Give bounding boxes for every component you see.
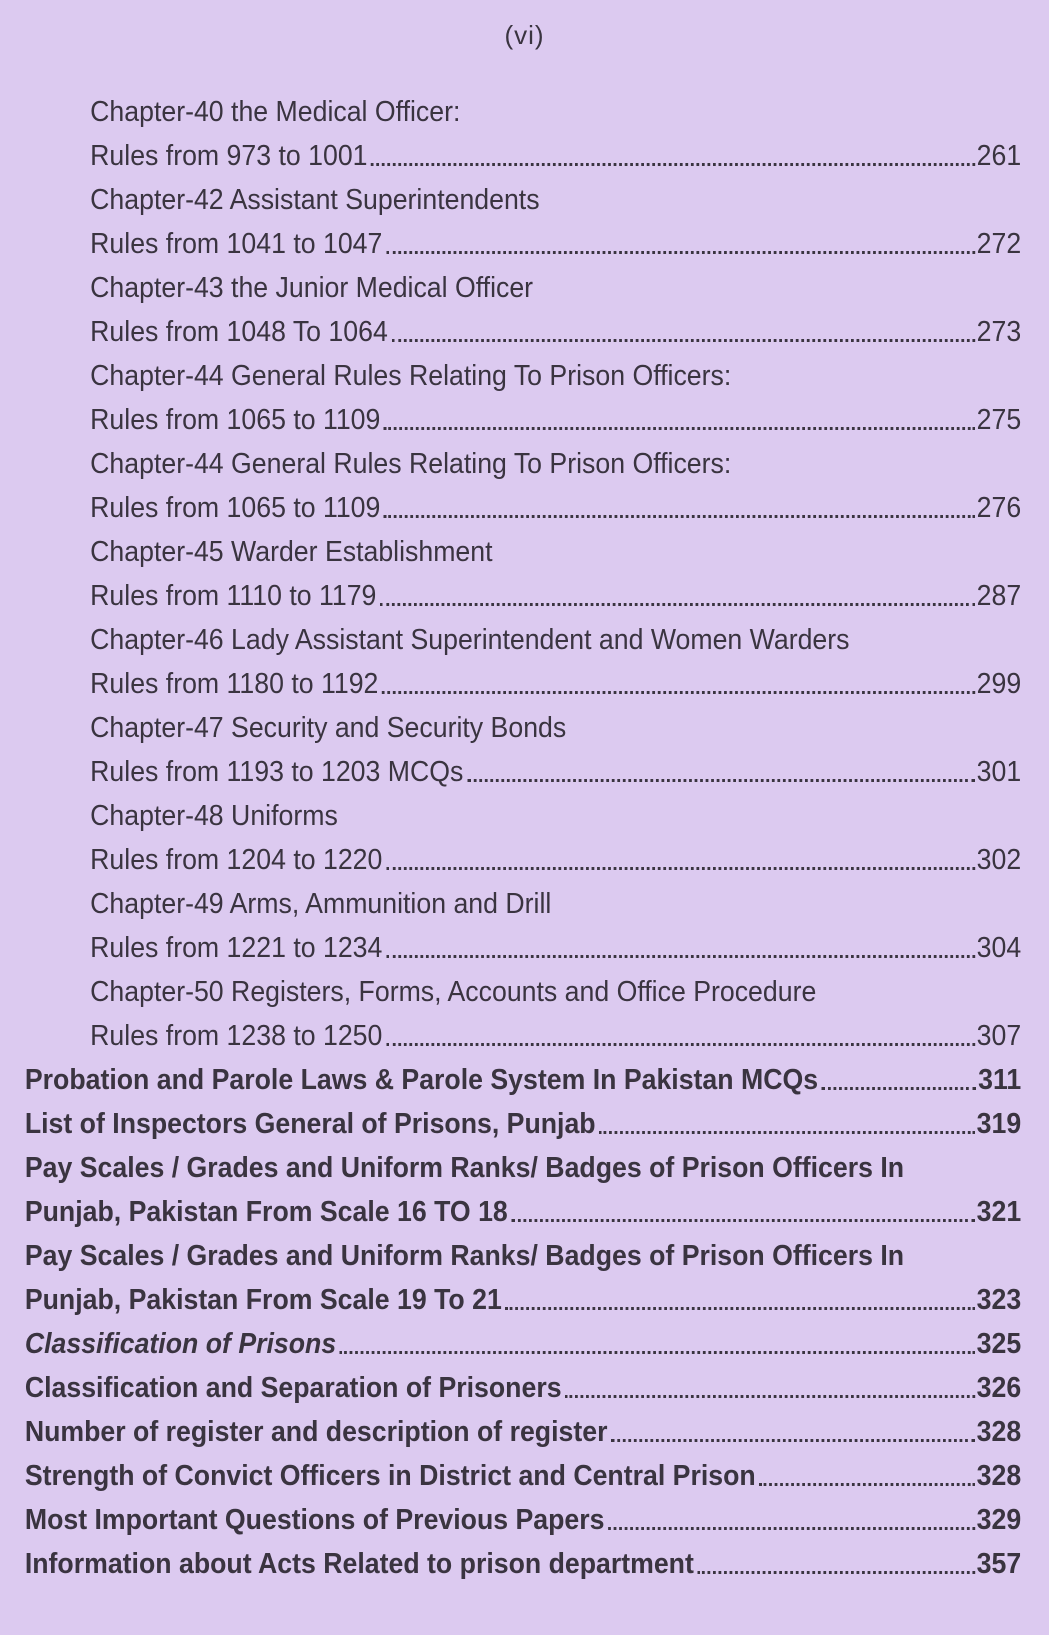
section-line-text: Strength of Convict Officers in District and Central Prison [24,1460,756,1492]
chapter-rules-line [0,398,1021,442]
page-ref: 273 [976,316,1022,348]
dot-leader [386,251,975,254]
dot-leader [608,1527,975,1530]
chapter-rules-line-text: Rules from 1041 to 1047 [90,228,383,260]
chapter-title [0,706,1021,750]
section-line-text: Probation and Parole Laws & Parole System In Pakistan MCQs [24,1064,819,1096]
chapter-rules-line [0,486,1021,530]
dot-leader [599,1131,975,1134]
page-ref: 304 [976,932,1022,964]
chapter-rules-line [0,750,1021,794]
page-ref: 307 [976,1020,1022,1052]
section-line [0,1498,1021,1542]
chapter-rules-line-text: Rules from 1221 to 1234 [90,932,383,964]
chapter-rules-line [0,926,1021,970]
dot-leader [386,1043,975,1046]
section-line [0,1058,1021,1102]
chapter-rules-line [0,838,1021,882]
chapter-rules-line [0,574,1021,618]
page-ref: 261 [976,140,1022,172]
chapter-rules-line-text: Rules from 1110 to 1179 [90,580,377,612]
dot-leader [467,779,975,782]
dot-leader [384,427,975,430]
dot-leader [386,867,975,870]
chapter-title-text: Chapter-46 Lady Assistant Superintendent and Women Warders [90,624,850,656]
page-ref: 319 [976,1108,1022,1140]
chapter-title [0,970,1021,1014]
section-line [0,1366,1021,1410]
chapter-title [0,178,1021,222]
chapter-rules-line-text: Rules from 1238 to 1250 [90,1020,383,1052]
chapter-title-text: Chapter-49 Arms, Ammunition and Drill [90,888,552,920]
page-ref: 321 [976,1196,1022,1228]
section-line-text: List of Inspectors General of Prisons, Punjab [24,1108,596,1140]
page-ref: 276 [976,492,1022,524]
dot-leader [380,603,975,606]
dot-leader [386,955,975,958]
chapter-rules-line [0,134,1021,178]
page-ref: 328 [976,1416,1022,1448]
section-title-text: Pay Scales / Grades and Uniform Ranks/ Badges of Prison Officers In [24,1240,905,1272]
section-line [0,1278,1021,1322]
chapter-title-text: Chapter-44 General Rules Relating To Prison Officers: [90,360,732,392]
section-line [0,1410,1021,1454]
chapter-title [0,618,1021,662]
chapter-title-text: Chapter-45 Warder Establishment [90,536,493,568]
section-line-text: Punjab, Pakistan From Scale 16 TO 18 [24,1196,508,1228]
page-ref: 329 [976,1504,1022,1536]
chapter-title [0,266,1021,310]
dot-leader [822,1087,977,1090]
section-title [0,1146,1021,1190]
dot-leader [611,1439,975,1442]
section-line [0,1454,1021,1498]
chapter-rules-line-text: Rules from 1048 To 1064 [90,316,388,348]
page-ref: 325 [976,1328,1022,1360]
chapter-rules-line-text: Rules from 1065 to 1109 [90,492,381,524]
chapter-rules-line-text: Rules from 1180 to 1192 [90,668,379,700]
page-ref: 272 [976,228,1022,260]
table-of-contents [0,90,1049,1586]
chapter-title [0,882,1021,926]
section-line [0,1322,1021,1366]
chapter-title-text: Chapter-42 Assistant Superintendents [90,184,540,216]
chapter-rules-line-text: Rules from 1065 to 1109 [90,404,381,436]
chapter-title-text: Chapter-47 Security and Security Bonds [90,712,567,744]
chapter-title-text: Chapter-43 the Junior Medical Officer [90,272,534,304]
section-line [0,1542,1021,1586]
chapter-title-text: Chapter-48 Uniforms [90,800,338,832]
page-ref: 301 [976,756,1022,788]
chapter-rules-line-text: Rules from 973 to 1001 [90,140,368,172]
section-line-text: Punjab, Pakistan From Scale 19 To 21 [24,1284,502,1316]
dot-leader [698,1571,975,1574]
section-line [0,1102,1021,1146]
dot-leader [384,515,975,518]
dot-leader [391,339,974,342]
chapter-rules-line [0,662,1021,706]
chapter-title [0,90,1021,134]
page-ref: 326 [976,1372,1022,1404]
chapter-title-text: Chapter-40 the Medical Officer: [90,96,461,128]
page-ref: 357 [976,1548,1022,1580]
dot-leader [759,1483,974,1486]
page-ref: 328 [976,1460,1022,1492]
chapter-title [0,530,1021,574]
section-line [0,1190,1021,1234]
dot-leader [340,1351,975,1354]
section-title-text: Pay Scales / Grades and Uniform Ranks/ Badges of Prison Officers In [24,1152,905,1184]
section-line-text: Classification of Prisons [24,1328,337,1360]
section-title [0,1234,1021,1278]
chapter-rules-line [0,1014,1021,1058]
dot-leader [511,1219,974,1222]
chapter-rules-line [0,310,1021,354]
section-line-text: Information about Acts Related to prison department [24,1548,694,1580]
chapter-title [0,354,1021,398]
section-line-text: Most Important Questions of Previous Papers [24,1504,605,1536]
page-number: (vi) [504,20,545,50]
chapter-rules-line [0,222,1021,266]
dot-leader [371,163,975,166]
page-ref: 302 [976,844,1022,876]
page-ref: 311 [978,1064,1022,1096]
chapter-title [0,442,1021,486]
dot-leader [382,691,975,694]
chapter-title [0,794,1021,838]
chapter-title-text: Chapter-50 Registers, Forms, Accounts and Office Procedure [90,976,817,1008]
chapter-rules-line-text: Rules from 1193 to 1203 MCQs [90,756,464,788]
page-ref: 299 [976,668,1022,700]
dot-leader [565,1395,975,1398]
page-ref: 287 [976,580,1022,612]
section-line-text: Classification and Separation of Prisoners [24,1372,562,1404]
section-line-text: Number of register and description of register [24,1416,608,1448]
dot-leader [505,1307,974,1310]
page-ref: 323 [976,1284,1022,1316]
chapter-title-text: Chapter-44 General Rules Relating To Prison Officers: [90,448,732,480]
page-ref: 275 [976,404,1022,436]
chapter-rules-line-text: Rules from 1204 to 1220 [90,844,383,876]
